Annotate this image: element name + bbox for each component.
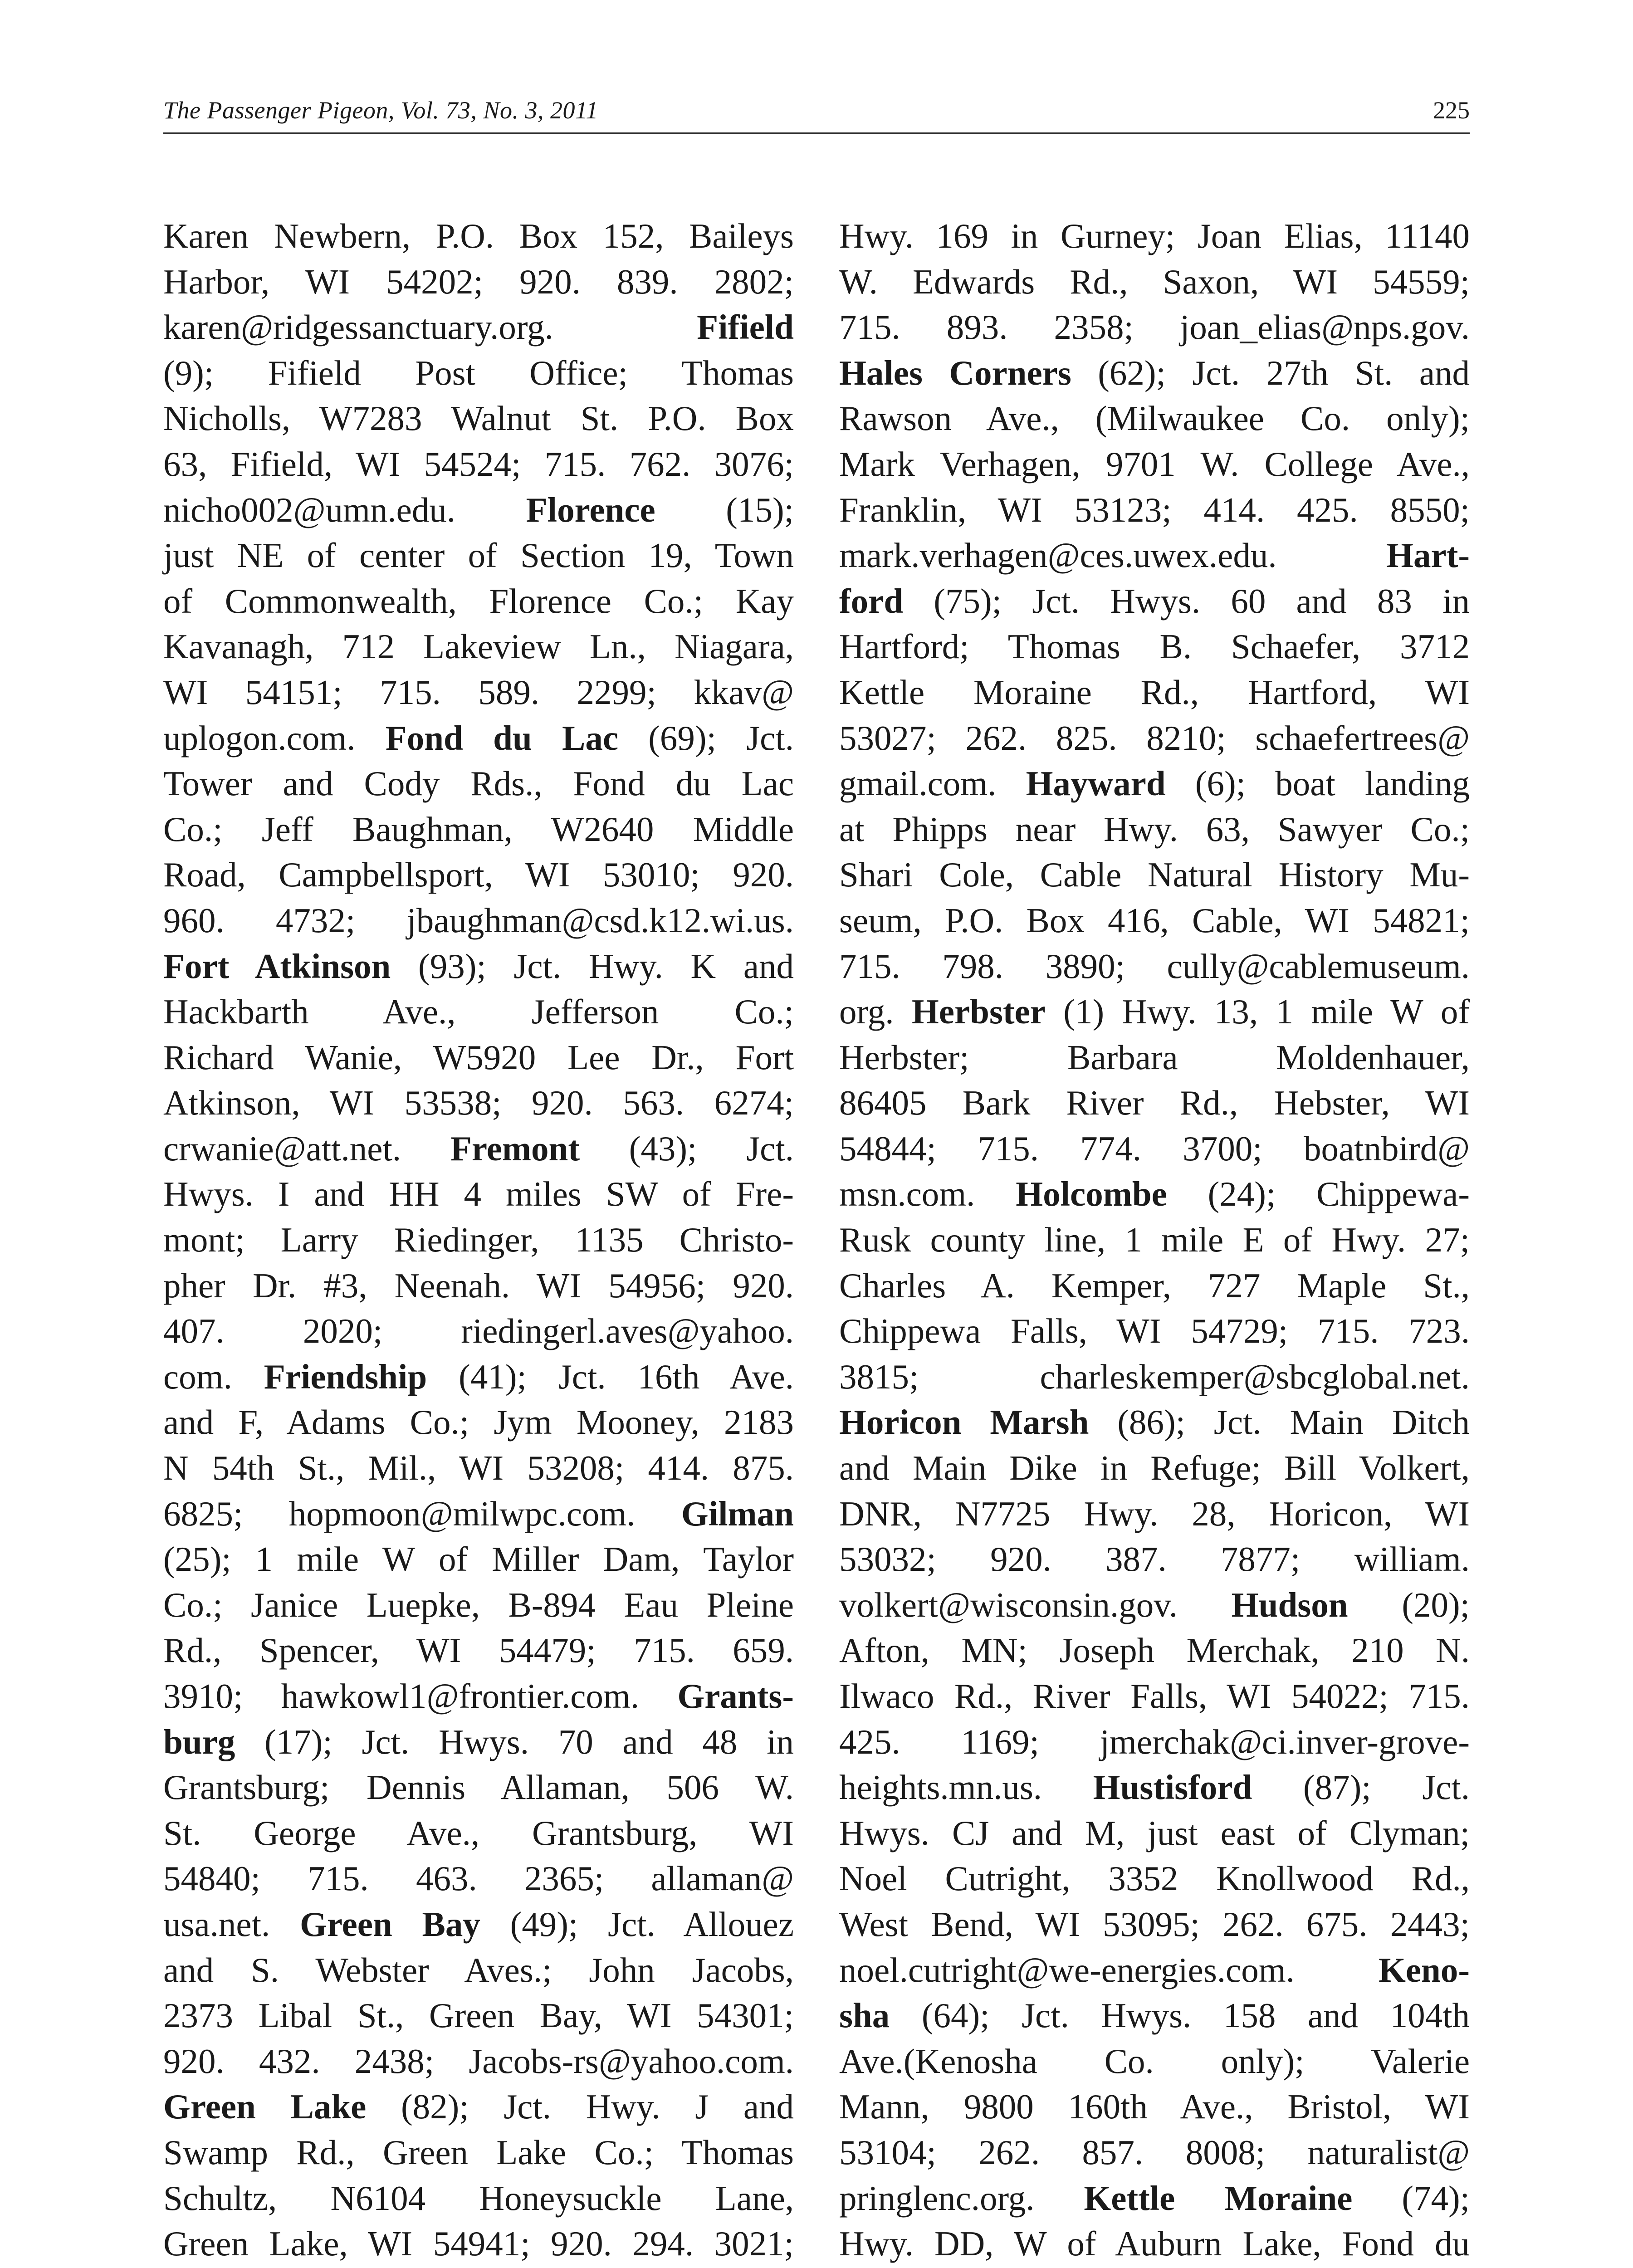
text-line (163, 441, 794, 487)
place-name: Fond du Lac (385, 718, 619, 758)
text-line (163, 1765, 794, 1810)
text-segment: mark.verhagen@ces.uwex.edu. (839, 536, 1387, 575)
text-segment: Hartford; Thomas B. Schaefer, 3712 (839, 627, 1470, 666)
place-name: Hudson (1231, 1585, 1348, 1624)
text-segment: 2373 Libal St., Green Bay, WI 54301; (163, 1996, 794, 2035)
text-line (163, 1582, 794, 1628)
text-segment: Ave.(Kenosha Co. only); Valerie (839, 2041, 1470, 2081)
text-segment: (20); (1348, 1585, 1470, 1624)
text-line (839, 943, 1470, 989)
text-segment: 425. 1169; jmerchak@ci.inver-grove- (839, 1722, 1470, 1761)
place-name: Kettle Moraine (1084, 2178, 1353, 2218)
text-segment: Green Lake, WI 54941; 920. 294. 3021; (163, 2224, 794, 2263)
place-name: Hart- (1386, 536, 1470, 575)
text-segment: org. (839, 992, 912, 1031)
text-line (839, 624, 1470, 670)
text-line (163, 1810, 794, 1856)
place-name: Keno- (1378, 1950, 1470, 1989)
text-line (839, 1217, 1470, 1263)
text-line (163, 2221, 794, 2267)
text-line (163, 1217, 794, 1263)
text-line (839, 852, 1470, 898)
text-segment: just NE of center of Section 19, Town (163, 536, 794, 575)
text-segment: Hwy. 169 in Gurney; Joan Elias, 11140 (839, 216, 1470, 255)
text-line (839, 1035, 1470, 1080)
text-column-left (163, 213, 794, 2268)
text-line (839, 1947, 1470, 1993)
text-segment: N 54th St., Mil., WI 53208; 414. 875. (163, 1448, 794, 1488)
text-segment: Rd., Spencer, WI 54479; 715. 659. (163, 1631, 794, 1670)
text-segment: (1) Hwy. 13, 1 mile W of (1045, 992, 1470, 1031)
place-name: ford (839, 581, 904, 621)
text-line (163, 807, 794, 852)
journal-title: The Passenger Pigeon, Vol. 73, No. 3, 2011 (163, 97, 598, 124)
place-name: Hales Corners (839, 353, 1071, 392)
text-line (163, 1445, 794, 1491)
text-line (839, 1901, 1470, 1947)
place-name: sha (839, 1996, 890, 2035)
text-segment: crwanie@att.net. (163, 1129, 450, 1168)
text-line (163, 487, 794, 533)
text-line (163, 1628, 794, 1673)
text-segment: Co.; Jeff Baughman, W2640 Middle (163, 809, 794, 849)
text-segment: (24); Chippewa- (1167, 1174, 1470, 1214)
text-segment: 86405 Bark River Rd., Hebster, WI (839, 1083, 1470, 1123)
text-segment: Harbor, WI 54202; 920. 839. 2802; (163, 262, 794, 301)
text-line (163, 715, 794, 761)
text-segment: 53032; 920. 387. 7877; william. (839, 1540, 1470, 1579)
text-line (163, 350, 794, 396)
text-segment: Hwys. CJ and M, just east of Clyman; (839, 1813, 1470, 1853)
text-line (839, 989, 1470, 1035)
text-line (163, 1171, 794, 1217)
text-line (163, 1308, 794, 1354)
text-segment: (82); Jct. Hwy. J and (366, 2087, 794, 2126)
text-segment: Franklin, WI 53123; 414. 425. 8550; (839, 490, 1470, 529)
text-segment: Ilwaco Rd., River Falls, WI 54022; 715. (839, 1677, 1470, 1716)
text-segment: 715. 798. 3890; cully@cablemuseum. (839, 946, 1470, 986)
text-segment: Schultz, N6104 Honeysuckle Lane, (163, 2178, 794, 2218)
text-segment: Hwys. I and HH 4 miles SW of Fre- (163, 1174, 794, 1214)
text-line (839, 1536, 1470, 1582)
text-line (163, 852, 794, 898)
text-line (163, 1719, 794, 1765)
text-line (839, 441, 1470, 487)
text-line (839, 670, 1470, 715)
place-name: Florence (526, 490, 655, 529)
text-line (839, 1445, 1470, 1491)
text-segment: 3910; hawkowl1@frontier.com. (163, 1677, 678, 1716)
text-segment: com. (163, 1357, 264, 1396)
text-segment: Hwy. DD, W of Auburn Lake, Fond du (839, 2224, 1470, 2263)
text-segment: and F, Adams Co.; Jym Mooney, 2183 (163, 1403, 794, 1442)
page-number: 225 (1433, 97, 1470, 124)
place-name: Fort Atkinson (163, 946, 391, 986)
text-line (839, 533, 1470, 578)
text-segment: (74); (1352, 2178, 1470, 2218)
text-line (163, 943, 794, 989)
text-line (839, 1126, 1470, 1172)
text-line (839, 259, 1470, 305)
text-segment: of Commonwealth, Florence Co.; Kay (163, 581, 794, 621)
text-line (163, 670, 794, 715)
text-segment: 920. 432. 2438; Jacobs-rs@yahoo.com. (163, 2041, 794, 2081)
place-name: Hayward (1026, 764, 1166, 803)
text-segment: Afton, MN; Joseph Merchak, 210 N. (839, 1631, 1470, 1670)
text-line (839, 578, 1470, 624)
text-line (163, 1901, 794, 1947)
text-segment: Kavanagh, 712 Lakeview Ln., Niagara, (163, 627, 794, 666)
text-segment: (15); (655, 490, 794, 529)
text-segment: volkert@wisconsin.gov. (839, 1585, 1232, 1624)
text-segment: karen@ridgessanctuary.org. (163, 308, 697, 347)
text-line (839, 1582, 1470, 1628)
text-line (839, 1993, 1470, 2038)
place-name: Hustisford (1093, 1768, 1252, 1807)
text-segment: St. George Ave., Grantsburg, WI (163, 1813, 794, 1853)
text-line (839, 761, 1470, 807)
text-line (839, 1673, 1470, 1719)
text-segment: Mark Verhagen, 9701 W. College Ave., (839, 444, 1470, 484)
text-segment: Nicholls, W7283 Walnut St. P.O. Box (163, 399, 794, 438)
text-line (163, 1856, 794, 1901)
text-line (163, 1399, 794, 1445)
place-name: Friendship (264, 1357, 427, 1396)
text-segment: 3815; charleskemper@sbcglobal.net. (839, 1357, 1470, 1396)
text-line (163, 2175, 794, 2221)
text-segment: Atkinson, WI 53538; 920. 563. 6274; (163, 1083, 794, 1123)
text-segment: DNR, N7725 Hwy. 28, Horicon, WI (839, 1494, 1470, 1533)
text-segment: (49); Jct. Allouez (480, 1904, 794, 1944)
text-segment: Co.; Janice Luepke, B-894 Eau Pleine (163, 1585, 794, 1624)
text-segment: 54844; 715. 774. 3700; boatnbird@ (839, 1129, 1470, 1168)
text-line (163, 1035, 794, 1080)
text-segment: 54840; 715. 463. 2365; allaman@ (163, 1859, 794, 1898)
text-line (163, 578, 794, 624)
text-segment: Richard Wanie, W5920 Lee Dr., Fort (163, 1037, 794, 1077)
running-header (163, 91, 1470, 134)
text-line (163, 1263, 794, 1309)
text-line (839, 2221, 1470, 2267)
text-line (163, 1993, 794, 2038)
text-segment: pringlenc.org. (839, 2178, 1084, 2218)
text-line (839, 2038, 1470, 2084)
text-segment: Mann, 9800 160th Ave., Bristol, WI (839, 2087, 1470, 2126)
text-segment: Swamp Rd., Green Lake Co.; Thomas (163, 2132, 794, 2172)
text-line (839, 304, 1470, 350)
text-line (839, 1765, 1470, 1810)
text-segment: Charles A. Kemper, 727 Maple St., (839, 1266, 1470, 1305)
text-segment: usa.net. (163, 1904, 300, 1944)
text-segment: (43); Jct. (580, 1129, 794, 1168)
place-name: burg (163, 1722, 235, 1761)
text-segment: at Phipps near Hwy. 63, Sawyer Co.; (839, 809, 1470, 849)
text-line (163, 2038, 794, 2084)
text-segment: 63, Fifield, WI 54524; 715. 762. 3076; (163, 444, 794, 484)
text-line (839, 715, 1470, 761)
text-segment: Noel Cutright, 3352 Knollwood Rd., (839, 1859, 1470, 1898)
place-name: Grants- (677, 1677, 794, 1716)
text-line (163, 2084, 794, 2130)
text-line (839, 1810, 1470, 1856)
text-line (839, 2130, 1470, 2175)
text-segment: 53027; 262. 825. 8210; schaefertrees@ (839, 718, 1470, 758)
text-line (163, 1491, 794, 1537)
text-segment: (86); Jct. Main Ditch (1089, 1403, 1470, 1442)
text-segment: (93); Jct. Hwy. K and (391, 946, 794, 986)
text-segment: West Bend, WI 53095; 262. 675. 2443; (839, 1904, 1470, 1944)
text-segment: Hackbarth Ave., Jefferson Co.; (163, 992, 794, 1031)
place-name: Fifield (697, 308, 794, 347)
text-line (163, 396, 794, 441)
text-line (163, 259, 794, 305)
text-line (163, 989, 794, 1035)
text-line (163, 1126, 794, 1172)
text-segment: 715. 893. 2358; joan_elias@nps.gov. (839, 308, 1470, 347)
text-line (839, 1856, 1470, 1901)
text-line (839, 396, 1470, 441)
text-segment: Tower and Cody Rds., Fond du Lac (163, 764, 794, 803)
text-segment: Karen Newbern, P.O. Box 152, Baileys (163, 216, 794, 255)
text-line (163, 1354, 794, 1400)
text-segment: W. Edwards Rd., Saxon, WI 54559; (839, 262, 1470, 301)
text-column-right (839, 213, 1470, 2268)
text-segment: 53104; 262. 857. 8008; naturalist@ (839, 2132, 1470, 2172)
text-line (163, 1080, 794, 1126)
text-segment: (17); Jct. Hwys. 70 and 48 in (235, 1722, 794, 1761)
text-line (839, 807, 1470, 852)
text-line (839, 350, 1470, 396)
text-line (839, 1628, 1470, 1673)
text-line (839, 1080, 1470, 1126)
text-line (839, 898, 1470, 943)
text-segment: (62); Jct. 27th St. and (1071, 353, 1470, 392)
text-segment: nicho002@umn.edu. (163, 490, 526, 529)
text-line (839, 2084, 1470, 2130)
text-line (839, 1354, 1470, 1400)
text-segment: Herbster; Barbara Moldenhauer, (839, 1037, 1470, 1077)
text-line (163, 2130, 794, 2175)
text-line (163, 761, 794, 807)
text-line (839, 1491, 1470, 1537)
text-segment: (64); Jct. Hwys. 158 and 104th (890, 1996, 1470, 2035)
text-line (163, 898, 794, 943)
place-name: Holcombe (1016, 1174, 1167, 1214)
text-segment: Rawson Ave., (Milwaukee Co. only); (839, 399, 1470, 438)
text-segment: 960. 4732; jbaughman@csd.k12.wi.us. (163, 900, 794, 940)
text-segment: WI 54151; 715. 589. 2299; kkav@ (163, 672, 794, 712)
text-segment: Chippewa Falls, WI 54729; 715. 723. (839, 1311, 1470, 1351)
text-line (163, 1947, 794, 1993)
text-segment: (9); Fifield Post Office; Thomas (163, 353, 794, 392)
text-segment: Kettle Moraine Rd., Hartford, WI (839, 672, 1470, 712)
text-line (163, 213, 794, 259)
text-line (839, 487, 1470, 533)
text-segment: 407. 2020; riedingerl.aves@yahoo. (163, 1311, 794, 1351)
text-segment: seum, P.O. Box 416, Cable, WI 54821; (839, 900, 1470, 940)
place-name: Herbster (911, 992, 1046, 1031)
place-name: Fremont (450, 1129, 580, 1168)
text-segment: and Main Dike in Refuge; Bill Volkert, (839, 1448, 1470, 1488)
text-segment: noel.cutright@we-energies.com. (839, 1950, 1379, 1989)
text-segment: 6825; hopmoon@milwpc.com. (163, 1494, 681, 1533)
text-segment: (25); 1 mile W of Miller Dam, Taylor (163, 1540, 794, 1579)
text-segment: (87); Jct. (1252, 1768, 1470, 1807)
text-segment: Grantsburg; Dennis Allaman, 506 W. (163, 1768, 794, 1807)
text-segment: and S. Webster Aves.; John Jacobs, (163, 1950, 794, 1989)
text-line (839, 1308, 1470, 1354)
text-line (839, 1263, 1470, 1309)
text-segment: Rusk county line, 1 mile E of Hwy. 27; (839, 1220, 1470, 1260)
text-line (163, 624, 794, 670)
text-segment: (6); boat landing (1165, 764, 1470, 803)
text-segment: Shari Cole, Cable Natural History Mu- (839, 855, 1470, 894)
text-line (839, 1399, 1470, 1445)
place-name: Green Lake (163, 2087, 367, 2126)
text-line (839, 1719, 1470, 1765)
text-segment: pher Dr. #3, Neenah. WI 54956; 920. (163, 1266, 794, 1305)
place-name: Horicon Marsh (839, 1403, 1089, 1442)
text-segment: (69); Jct. (618, 718, 794, 758)
place-name: Green Bay (299, 1904, 480, 1944)
text-line (839, 1171, 1470, 1217)
text-line (163, 533, 794, 578)
text-segment: Road, Campbellsport, WI 53010; 920. (163, 855, 794, 894)
text-segment: (75); Jct. Hwys. 60 and 83 in (903, 581, 1470, 621)
text-line (839, 2175, 1470, 2221)
text-segment: heights.mn.us. (839, 1768, 1093, 1807)
text-segment: gmail.com. (839, 764, 1026, 803)
text-line (163, 1673, 794, 1719)
text-line (163, 304, 794, 350)
place-name: Gilman (681, 1494, 794, 1533)
text-segment: msn.com. (839, 1174, 1016, 1214)
text-segment: (41); Jct. 16th Ave. (427, 1357, 794, 1396)
text-line (163, 1536, 794, 1582)
text-segment: uplogon.com. (163, 718, 386, 758)
text-line (839, 213, 1470, 259)
text-segment: mont; Larry Riedinger, 1135 Christo- (163, 1220, 794, 1260)
